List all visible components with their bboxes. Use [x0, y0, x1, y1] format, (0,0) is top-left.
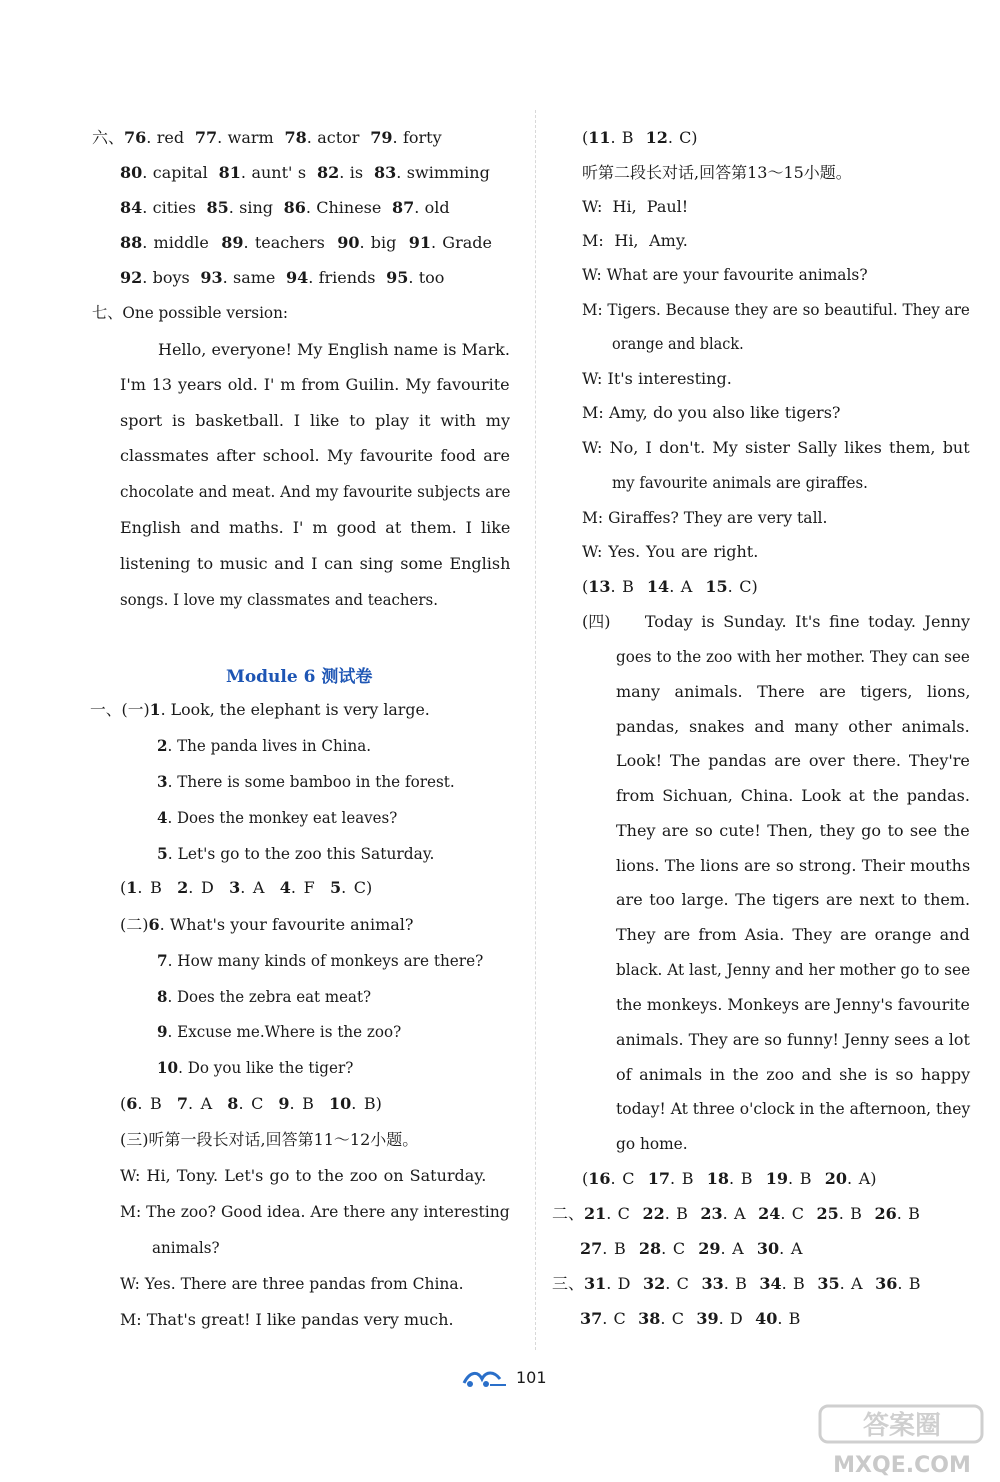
- question-number: 16: [588, 1169, 611, 1188]
- text-line: M: Tigers. Because they are so beautiful. They are: [582, 300, 970, 319]
- question-number: 84: [120, 198, 143, 217]
- text-line: English and maths. I' m good at them. I like: [120, 518, 511, 537]
- question-number: 7: [157, 951, 168, 970]
- question-number: 1: [126, 878, 138, 897]
- publisher-logo-icon: [460, 1365, 508, 1391]
- question-number: 39: [696, 1309, 719, 1328]
- text-line: M: Giraffes? They are very tall.: [582, 508, 828, 527]
- question-number: 32: [643, 1274, 666, 1293]
- question-number: 9: [157, 1022, 168, 1041]
- question-number: 4: [279, 878, 291, 897]
- question-number: 22: [642, 1204, 665, 1223]
- question-number: 36: [875, 1274, 898, 1293]
- question-number: 28: [638, 1239, 662, 1258]
- question-number: 79: [370, 128, 393, 147]
- question-number: 37: [580, 1309, 603, 1328]
- text-line: from Sichuan, China. Look at the pandas.: [616, 786, 970, 805]
- text-line: (三)听第一段长对话,回答第11～12小题。: [120, 1130, 419, 1149]
- text-line: 37. C 38. C 39. D 40. B: [580, 1309, 801, 1328]
- text-line: 10. Do you like the tiger?: [157, 1058, 354, 1077]
- question-number: 83: [374, 163, 397, 182]
- question-number: 6: [126, 1094, 138, 1113]
- text-line: many animals. There are tigers, lions,: [616, 682, 971, 701]
- question-number: 77: [194, 128, 218, 147]
- text-line: I'm 13 years old. I' m from Guilin. My favourite: [120, 375, 510, 394]
- question-number: 24: [758, 1204, 781, 1223]
- text-line: (1. B 2. D 3. A 4. F 5. C): [120, 878, 373, 897]
- svg-text:答案圈: 答案圈: [862, 1411, 942, 1441]
- text-line: Hello, everyone! My English name is Mark.: [158, 340, 510, 359]
- question-number: 94: [285, 268, 309, 287]
- page-number: 101: [516, 1368, 547, 1387]
- question-number: 17: [647, 1169, 670, 1188]
- question-number: 87: [391, 198, 415, 217]
- watermark-logo: [818, 1402, 988, 1478]
- question-number: 33: [701, 1274, 724, 1293]
- text-line: today! At three o'clock in the afternoon, they: [616, 1099, 971, 1118]
- question-number: 8: [227, 1094, 239, 1113]
- question-number: 13: [588, 577, 611, 596]
- question-number: 40: [755, 1309, 778, 1328]
- text-line: W: What are your favourite animals?: [582, 265, 868, 284]
- question-number: 29: [698, 1239, 721, 1258]
- text-line: chocolate and meat. And my favourite subjects are: [120, 482, 511, 501]
- question-number: 76: [124, 128, 147, 147]
- question-number: 9: [278, 1094, 290, 1113]
- question-number: 82: [316, 163, 340, 182]
- text-line: (11. B 12. C): [582, 128, 698, 147]
- text-line: the monkeys. Monkeys are Jenny's favourite: [616, 995, 970, 1014]
- question-number: 93: [200, 268, 223, 287]
- question-number: 27: [580, 1239, 603, 1258]
- text-line: W: Yes. You are right.: [582, 542, 759, 561]
- question-number: 31: [584, 1274, 607, 1293]
- question-number: 19: [765, 1169, 788, 1188]
- question-number: 3: [157, 772, 168, 791]
- text-line: M: That's great! I like pandas very much.: [120, 1310, 454, 1329]
- text-line: Look! The pandas are over there. They're: [616, 751, 970, 770]
- question-number: 92: [120, 268, 143, 287]
- question-number: 20: [824, 1169, 847, 1188]
- text-line: They are from Asia. They are orange and: [616, 925, 970, 944]
- text-line: M: The zoo? Good idea. Are there any interesting: [120, 1202, 510, 1221]
- text-line: 2. The panda lives in China.: [157, 736, 372, 755]
- question-number: 3: [229, 878, 241, 897]
- text-line: (6. B 7. A 8. C 9. B 10. B): [120, 1094, 382, 1113]
- question-number: 25: [816, 1204, 839, 1223]
- text-line: 4. Does the monkey eat leaves?: [157, 808, 398, 827]
- text-line: 84. cities 85. sing 86. Chinese 87. old: [120, 198, 450, 217]
- text-line: (13. B 14. A 15. C): [582, 577, 758, 596]
- text-line: listening to music and I can sing some English: [120, 554, 511, 573]
- question-number: 10: [157, 1058, 179, 1077]
- text-line: M: Amy, do you also like tigers?: [582, 403, 841, 422]
- column-divider: [535, 110, 536, 1350]
- text-line: 9. Excuse me.Where is the zoo?: [157, 1022, 402, 1041]
- text-line: 三、31. D 32. C 33. B 34. B 35. A 36. B: [552, 1274, 921, 1293]
- question-number: 12: [645, 128, 668, 147]
- text-line: 六、76. red 77. warm 78. actor 79. forty: [92, 128, 442, 147]
- text-line: orange and black.: [612, 334, 744, 353]
- text-line: goes to the zoo with her mother. They can see: [616, 647, 970, 666]
- text-line: 二、21. C 22. B 23. A 24. C 25. B 26. B: [552, 1204, 920, 1223]
- question-number: 35: [817, 1274, 840, 1293]
- question-number: 86: [283, 198, 306, 217]
- question-number: 89: [221, 233, 244, 252]
- text-line: M: Hi, Amy.: [582, 231, 688, 250]
- question-number: 8: [157, 987, 168, 1006]
- text-line: (二)6. What's your favourite animal?: [120, 915, 414, 934]
- question-number: 11: [588, 128, 611, 147]
- question-number: 23: [700, 1204, 723, 1223]
- text-line: go home.: [616, 1134, 688, 1153]
- question-number: 5: [157, 844, 168, 863]
- question-number: 14: [646, 577, 670, 596]
- text-line: pandas, snakes and many other animals.: [616, 717, 970, 736]
- section-title: Module 6 测试卷: [226, 667, 373, 687]
- text-line: black. At last, Jenny and her mother go to see: [616, 960, 971, 979]
- question-number: 18: [706, 1169, 729, 1188]
- text-line: 80. capital 81. aunt' s 82. is 83. swimming: [120, 163, 490, 182]
- question-number: 34: [759, 1274, 782, 1293]
- text-line: W: No, I don't. My sister Sally likes them, but: [582, 438, 970, 457]
- question-number: 85: [206, 198, 229, 217]
- question-number: 10: [329, 1094, 352, 1113]
- svg-text:MXQE.COM: MXQE.COM: [833, 1453, 971, 1478]
- text-line: They are so cute! Then, they go to see the: [616, 821, 970, 840]
- text-line: 88. middle 89. teachers 90. big 91. Grade: [120, 233, 492, 252]
- text-line: my favourite animals are giraffes.: [612, 473, 868, 492]
- text-line: 一、(一)1. Look, the elephant is very large.: [90, 700, 430, 719]
- question-number: 78: [284, 128, 307, 147]
- question-number: 30: [756, 1239, 780, 1258]
- text-line: 27. B 28. C 29. A 30. A: [580, 1239, 803, 1258]
- text-line: 3. There is some bamboo in the forest.: [157, 772, 455, 791]
- text-line: songs. I love my classmates and teachers.: [120, 590, 438, 609]
- text-line: of animals in the zoo and she is so happy: [616, 1065, 971, 1084]
- text-line: W: Hi, Paul!: [582, 197, 689, 216]
- question-number: 88: [120, 233, 143, 252]
- question-number: 2: [157, 736, 168, 755]
- text-line: W: It's interesting.: [582, 369, 732, 388]
- question-number: 26: [874, 1204, 897, 1223]
- question-number: 90: [337, 233, 360, 252]
- text-line: W: Hi, Tony. Let's go to the zoo on Saturday.: [120, 1166, 487, 1185]
- question-number: 81: [218, 163, 241, 182]
- text-line: lions. The lions are so strong. Their mouths: [616, 856, 971, 875]
- question-number: 91: [408, 233, 432, 252]
- text-line: animals?: [152, 1238, 220, 1257]
- text-line: 92. boys 93. same 94. friends 95. too: [120, 268, 445, 287]
- text-line: 5. Let's go to the zoo this Saturday.: [157, 844, 435, 863]
- question-number: 38: [638, 1309, 661, 1328]
- text-line: sport is basketball. I like to play it with my: [120, 411, 510, 430]
- question-number: 2: [177, 878, 189, 897]
- question-number: 80: [120, 163, 143, 182]
- text-line: (四) Today is Sunday. It's fine today. Jenny: [582, 612, 971, 631]
- text-line: W: Yes. There are three pandas from China.: [120, 1274, 464, 1293]
- question-number: 21: [584, 1204, 607, 1223]
- text-line: animals. They are so funny! Jenny sees a lot: [616, 1030, 970, 1049]
- text-line: 听第二段长对话,回答第13～15小题。: [582, 163, 852, 182]
- text-line: 7. How many kinds of monkeys are there?: [157, 951, 484, 970]
- question-number: 15: [705, 577, 728, 596]
- question-number: 5: [329, 878, 342, 897]
- question-number: 95: [386, 268, 409, 287]
- text-line: 七、One possible version:: [92, 303, 289, 322]
- text-line: classmates after school. My favourite food are: [120, 446, 510, 465]
- question-number: 6: [148, 915, 160, 934]
- text-line: 8. Does the zebra eat meat?: [157, 987, 372, 1006]
- question-number: 7: [176, 1094, 189, 1113]
- question-number: 4: [157, 808, 168, 827]
- text-line: are too large. The tigers are next to them.: [616, 890, 971, 909]
- text-line: (16. C 17. B 18. B 19. B 20. A): [582, 1169, 877, 1188]
- question-number: 1: [149, 700, 161, 719]
